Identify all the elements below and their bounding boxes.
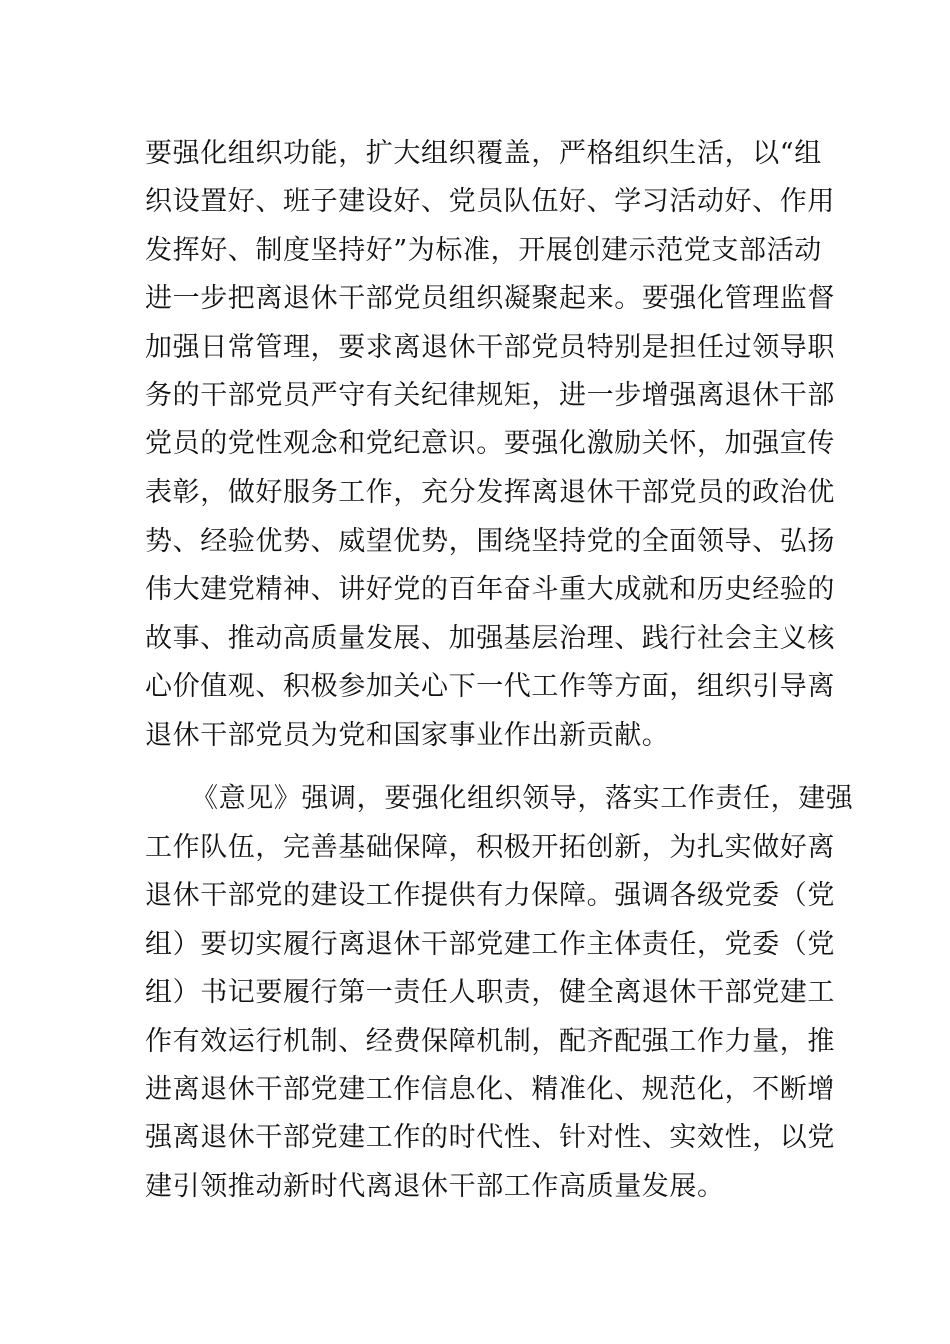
paragraph-1-line-6: 务的干部党员严守有关纪律规矩，进一步增强离退休干部 xyxy=(145,380,835,411)
paragraph-1-line-4: 进一步把离退休干部党员组织凝聚起来。要强化管理监督 xyxy=(145,283,835,314)
paragraph-1-line-11: 故事、推动高质量发展、加强基层治理、践行社会主义核 xyxy=(145,623,835,654)
paragraph-2-line-1: 《意见》强调，要强化组织领导，落实工作责任，建强 xyxy=(191,783,854,814)
paragraph-2-line-2: 工作队伍，完善基础保障，积极开拓创新，为扎实做好离 xyxy=(145,832,835,863)
paragraph-1-line-13: 退休干部党员为党和国家事业作出新贡献。 xyxy=(145,720,670,751)
paragraph-2-line-7: 进离退休干部党建工作信息化、精准化、规范化，不断增 xyxy=(145,1074,835,1105)
paragraph-1-line-7: 党员的党性观念和党纪意识。要强化激励关怀，加强宣传 xyxy=(145,428,835,459)
paragraph-1-line-12: 心价值观、积极参加关心下一代工作等方面，组织引导离 xyxy=(145,671,835,702)
paragraph-2-line-3: 退休干部党的建设工作提供有力保障。强调各级党委（党 xyxy=(145,880,835,911)
paragraph-2-line-6: 作有效运行机制、经费保障机制，配齐配强工作力量，推 xyxy=(145,1026,835,1057)
paragraph-2-line-8: 强离退休干部党建工作的时代性、针对性、实效性，以党 xyxy=(145,1122,835,1153)
paragraph-1-line-5: 加强日常管理，要求离退休干部党员特别是担任过领导职 xyxy=(145,332,835,363)
paragraph-2-line-5: 组）书记要履行第一责任人职责，健全离退休干部党建工 xyxy=(145,977,835,1008)
paragraph-1-line-10: 伟大建党精神、讲好党的百年奋斗重大成就和历史经验的 xyxy=(145,574,835,605)
paragraph-2-line-9: 建引领推动新时代离退休干部工作高质量发展。 xyxy=(145,1171,725,1202)
paragraph-1-line-1: 要强化组织功能，扩大组织覆盖，严格组织生活，以“组 xyxy=(145,138,822,169)
paragraph-1-line-2: 织设置好、班子建设好、党员队伍好、学习活动好、作用 xyxy=(145,186,835,217)
paragraph-2-line-4: 组）要切实履行离退休干部党建工作主体责任，党委（党 xyxy=(145,929,835,960)
paragraph-1-line-9: 势、经验优势、威望优势，围绕坚持党的全面领导、弘扬 xyxy=(145,526,835,557)
paragraph-1-line-3: 发挥好、制度坚持好”为标准，开展创建示范党支部活动 xyxy=(145,235,822,266)
paragraph-1-line-8: 表彰，做好服务工作，充分发挥离退休干部党员的政治优 xyxy=(145,477,835,508)
